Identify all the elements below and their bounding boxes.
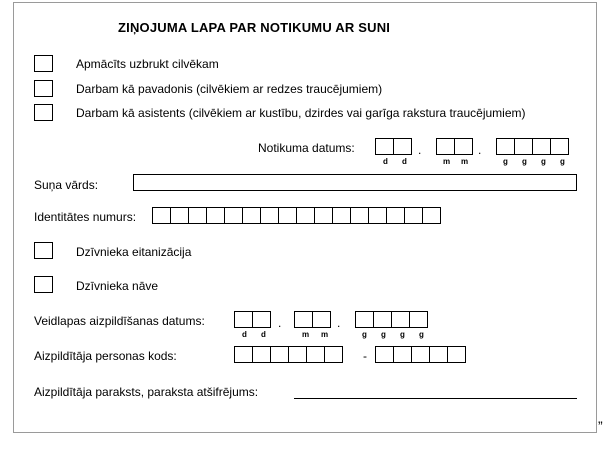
checkbox-assistance-dog[interactable] [34,104,53,121]
fill-date-month[interactable] [294,311,330,328]
id-number-field[interactable] [152,207,440,224]
event-date-month[interactable] [436,138,472,155]
personal-code-dash: - [363,349,367,363]
personal-code-part2[interactable] [375,346,465,363]
checkbox-guide-dog[interactable] [34,80,53,97]
option-label-guide-dog: Darbam kā pavadonis (cilvēkiem ar redzes traucējumiem) [76,82,383,96]
personal-code-label: Aizpildītāja personas kods: [34,349,177,363]
signature-label: Aizpildītāja paraksts, paraksta atšifrējums: [34,385,259,399]
dog-name-label: Suņa vārds: [34,178,99,192]
euthanasia-label: Dzīvnieka eitanizācija [76,245,192,259]
checkbox-death[interactable] [34,276,53,293]
checkbox-attack-trained[interactable] [34,55,53,72]
closing-quote: ” [598,418,603,434]
fill-date-label: Veidlapas aizpildīšanas datums: [34,314,205,328]
event-date-year[interactable] [496,138,568,155]
dog-name-field[interactable] [133,174,577,191]
fill-date-year[interactable] [355,311,427,328]
checkbox-euthanasia[interactable] [34,242,53,259]
fill-date-day[interactable] [234,311,270,328]
option-label-assistance-dog: Darbam kā asistents (cilvēkiem ar kustību, dzirdes vai garīga rakstura traucējumiem) [76,106,526,120]
option-label-attack-trained: Apmācīts uzbrukt cilvēkam [76,57,219,71]
id-number-label: Identitātes numurs: [34,210,137,224]
event-date-label: Notikuma datums: [258,141,355,155]
event-date-day[interactable] [375,138,411,155]
death-label: Dzīvnieka nāve [76,279,159,293]
personal-code-part1[interactable] [234,346,342,363]
form-title: ZIŅOJUMA LAPA PAR NOTIKUMU AR SUNI [118,20,391,35]
signature-line[interactable] [294,385,577,399]
